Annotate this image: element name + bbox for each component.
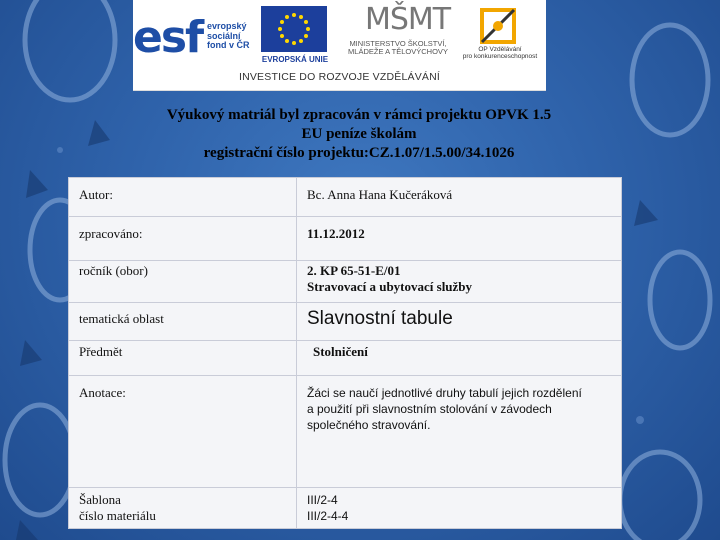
year-value: 2. KP 65-51-E/01 Stravovací a ubytovací služby: [307, 263, 473, 294]
table-row-template: [69, 488, 622, 529]
subject-label: Předmět: [79, 344, 123, 359]
template-label: Šablona číslo materiálu: [79, 492, 156, 523]
esf-text: evropský sociální fond v ČR: [207, 21, 250, 50]
heading-line-3: registrační číslo projektu:CZ.1.07/1.5.00/34.1026: [203, 145, 515, 161]
table-row-subject: [69, 341, 622, 376]
author-label: Autor:: [79, 187, 113, 202]
op-text: OP Vzdělávání pro konkurenceschopnost: [462, 46, 538, 60]
topic-value: Slavnostní tabule: [307, 308, 453, 329]
project-heading: [100, 106, 618, 163]
eu-logo-banner: [133, 0, 546, 91]
op-logo-icon: [478, 6, 518, 46]
annotation-label: Anotace:: [79, 385, 126, 400]
processed-label: zpracováno:: [79, 226, 143, 241]
esf-wordmark: esf: [133, 12, 203, 63]
eu-flag-icon: [261, 6, 327, 52]
table-row-year: [69, 261, 622, 303]
topic-label: tematická oblast: [79, 311, 164, 326]
table-row-author: [69, 178, 622, 217]
logo-caption: INVESTICE DO ROZVOJE VZDĚLÁVÁNÍ: [238, 71, 441, 83]
eu-label: EVROPSKÁ UNIE: [261, 55, 329, 64]
msmt-wordmark: MŠMT: [365, 2, 451, 37]
year-label: ročník (obor): [79, 263, 148, 278]
table-row-processed: [69, 217, 622, 261]
annotation-value: Žáci se naučí jednotlivé druhy tabulí jejich rozdělení a použití při slavnostním stolování v závodech společného stravování.: [307, 386, 582, 432]
heading-line-2: EU peníze školám: [301, 126, 417, 142]
material-info-table: [68, 177, 622, 529]
template-value: III/2-4 III/2-4-4: [307, 493, 349, 523]
table-row-annotation: [69, 376, 622, 488]
author-value: Bc. Anna Hana Kučeráková: [307, 187, 453, 202]
msmt-text: MINISTERSTVO ŠKOLSTVÍ, MLÁDEŽE A TĚLOVÝCHOVY: [348, 39, 448, 56]
heading-line-1: Výukový matriál byl zpracován v rámci projektu OPVK 1.5: [166, 107, 552, 123]
table-row-topic: [69, 303, 622, 341]
subject-value: Stolničení: [313, 344, 368, 359]
processed-value: 11.12.2012: [307, 226, 365, 241]
